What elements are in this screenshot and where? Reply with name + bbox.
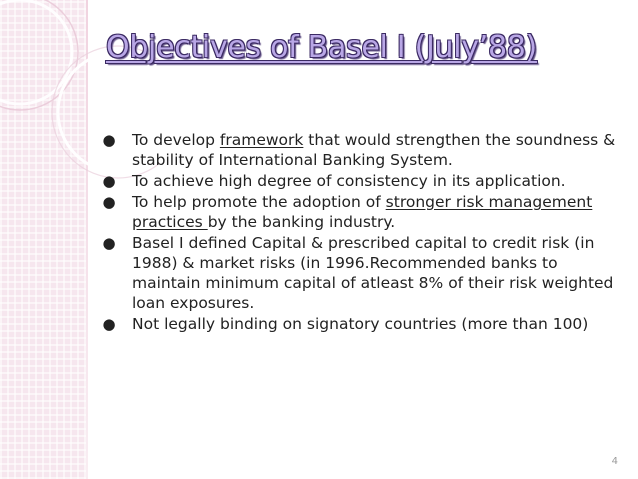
bullet-icon: ●: [102, 193, 116, 211]
bullet-text-part: To develop: [132, 131, 220, 149]
slide-number: 4: [611, 456, 618, 467]
bullet-text: [132, 193, 592, 231]
bullet-icon: ●: [102, 315, 116, 333]
bullet-text-part: To achieve high degree of consistency in its application.: [132, 172, 566, 190]
bullet-text: [132, 315, 588, 333]
bullet-text-part: To help promote the adoption of: [132, 193, 386, 211]
slide-title: Objectives of Basel I (July’88): [106, 30, 537, 65]
bullet-item: [102, 130, 618, 170]
bullet-item: [102, 171, 618, 191]
bullet-item: [102, 314, 618, 334]
bullet-text-part: that would strengthen the soundness & stability of International Banking System.: [132, 131, 616, 169]
bullet-item: [102, 192, 618, 232]
bullet-text: [132, 172, 566, 190]
underlined-term: stronger risk management practices: [132, 193, 593, 231]
bullet-icon: ●: [102, 172, 116, 190]
bullet-text: [132, 234, 613, 312]
bullet-item: [102, 233, 618, 313]
bullet-icon: ●: [102, 234, 116, 252]
bullet-icon: ●: [102, 131, 116, 149]
bullet-text-part: Basel I defined Capital & prescribed capital to credit risk (in 1988) & market risks (in 1996.Recommended banks to maintain minimum capital of atleast 8% of their risk weighted loan exposures.: [132, 234, 614, 312]
bullet-text-part: by the banking industry.: [207, 213, 396, 231]
bullet-list: [102, 130, 618, 335]
underlined-term: framework: [219, 131, 304, 149]
bullet-text: [132, 131, 615, 169]
bullet-text-part: Not legally binding on signatory countries (more than 100): [132, 315, 589, 333]
